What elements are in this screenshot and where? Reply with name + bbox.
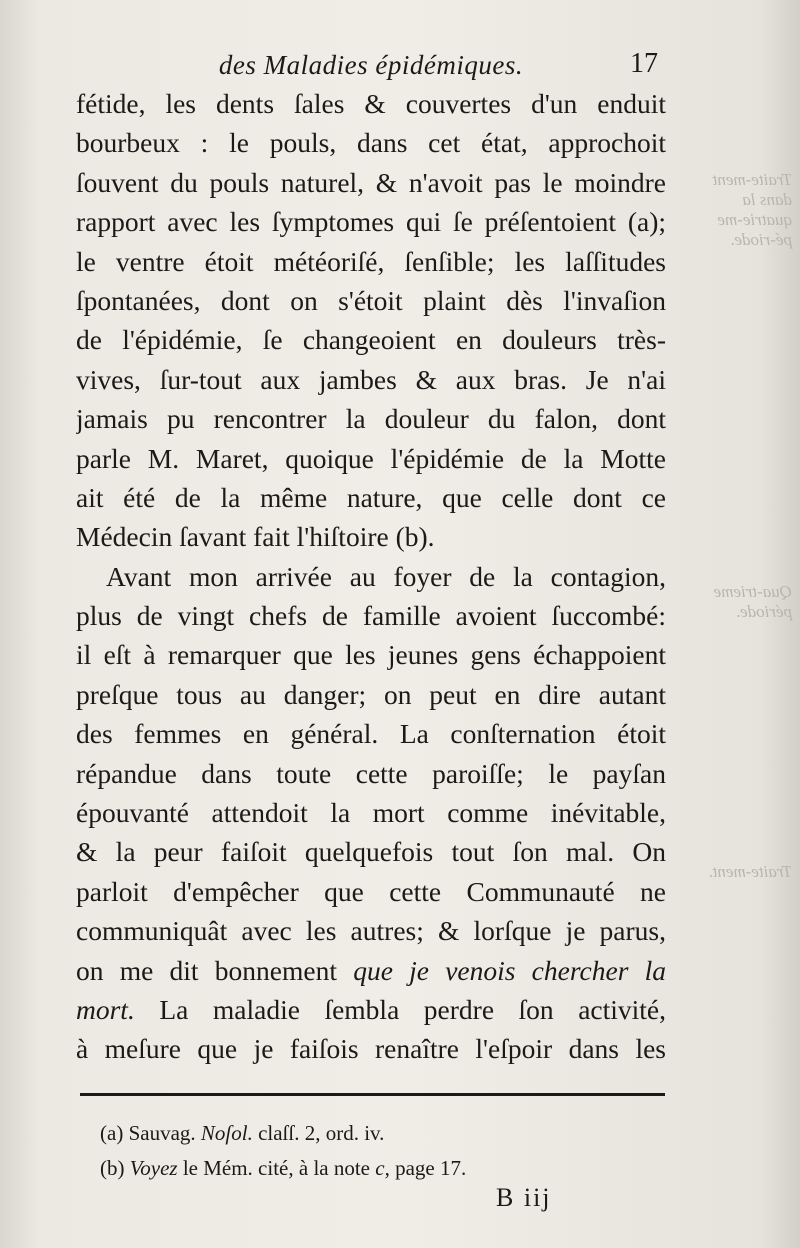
page-number: 17 <box>630 48 658 79</box>
footnote-italic: Voyez <box>129 1156 178 1180</box>
text-line: preſque tous au danger; on peut en dire autant <box>76 678 666 710</box>
footnote-a <box>100 1116 660 1151</box>
text-line: de l'épidémie, ſe changeoient en douleurs très- <box>76 324 666 356</box>
bleed-through-margin-note: Traite-ment dans la quatrie-me pé-riode. <box>712 170 792 249</box>
text-line: il eſt à remarquer que les jeunes gens échappoient <box>76 639 666 671</box>
running-title: des Maladies épidémiques. <box>218 50 524 80</box>
text-line: jamais pu rencontrer la douleur du falon, dont <box>76 403 666 435</box>
footnote-mark: (a) <box>100 1121 124 1145</box>
text-line: ait été de la même nature, que celle dont ce <box>76 481 666 513</box>
footnote-text: , page 17. <box>384 1156 467 1180</box>
footnote-text: claſſ. 2, ord. iv. <box>258 1121 385 1145</box>
text-line: ſpontanées, dont on s'étoit plaint dès l'invaſion <box>76 284 666 316</box>
text-line: & la peur faiſoit quelquefois tout ſon mal. On <box>76 836 666 868</box>
footnote-italic: c <box>375 1156 385 1180</box>
footnote-mark: (b) <box>100 1156 125 1180</box>
text-line: le ventre étoit météoriſé, ſenſible; les laſſitudes <box>76 245 666 277</box>
signature-mark: B iij <box>496 1183 552 1212</box>
footnote-italic: Noſol. <box>200 1121 253 1145</box>
footnote-text: Sauvag. <box>128 1121 196 1145</box>
text-line: vives, ſur-tout aux jambes & aux bras. Je n'ai <box>76 363 666 395</box>
footnote-b <box>100 1151 660 1186</box>
text-segment: on me dit bonnement <box>76 954 337 986</box>
italic-quote: que je venois chercher la <box>353 954 666 986</box>
body-text <box>76 84 666 1069</box>
text-line: communiquât avec les autres; & lorſque je parus, <box>76 915 666 947</box>
footnote-text: le Mém. cité, à la note <box>182 1156 371 1180</box>
page-header <box>76 44 666 84</box>
text-line: parle M. Maret, quoique l'épidémie de la Motte <box>76 442 666 474</box>
text-line: Avant mon arrivée au foyer de la contagion, <box>106 560 666 592</box>
text-line: ſouvent du pouls naturel, & n'avoit pas le moindre <box>76 166 666 198</box>
text-line <box>76 990 666 1029</box>
bleed-through-margin-note: Traite-ment. <box>708 862 792 881</box>
text-line: plus de vingt chefs de famille avoient ſuccombé: <box>76 600 666 632</box>
text-line: bourbeux : le pouls, dans cet état, approchoit <box>76 127 666 159</box>
footnote-rule <box>80 1093 665 1096</box>
text-segment: La maladie ſembla perdre ſon activité, <box>159 993 666 1025</box>
text-line: fétide, les dents ſales & couvertes d'un enduit <box>76 88 666 119</box>
italic-quote: mort. <box>76 993 135 1025</box>
footnotes <box>100 1116 660 1186</box>
text-line <box>76 951 666 990</box>
text-line: des femmes en général. La conſternation étoit <box>76 718 666 750</box>
text-line: épouvanté attendoit la mort comme inévitable, <box>76 797 666 829</box>
text-line: Médecin ſavant fait l'hiſtoire (b). <box>76 521 435 553</box>
text-line: rapport avec les ſymptomes qui ſe préſentoient (a); <box>76 206 666 238</box>
text-line: parloit d'empêcher que cette Communauté ne <box>76 875 666 907</box>
text-line: répandue dans toute cette paroiſſe; le payſan <box>76 757 666 789</box>
text-line: à meſure que je faiſois renaître l'eſpoir dans les <box>76 1033 666 1065</box>
bleed-through-margin-note: Qua-trieme période. <box>713 582 792 621</box>
